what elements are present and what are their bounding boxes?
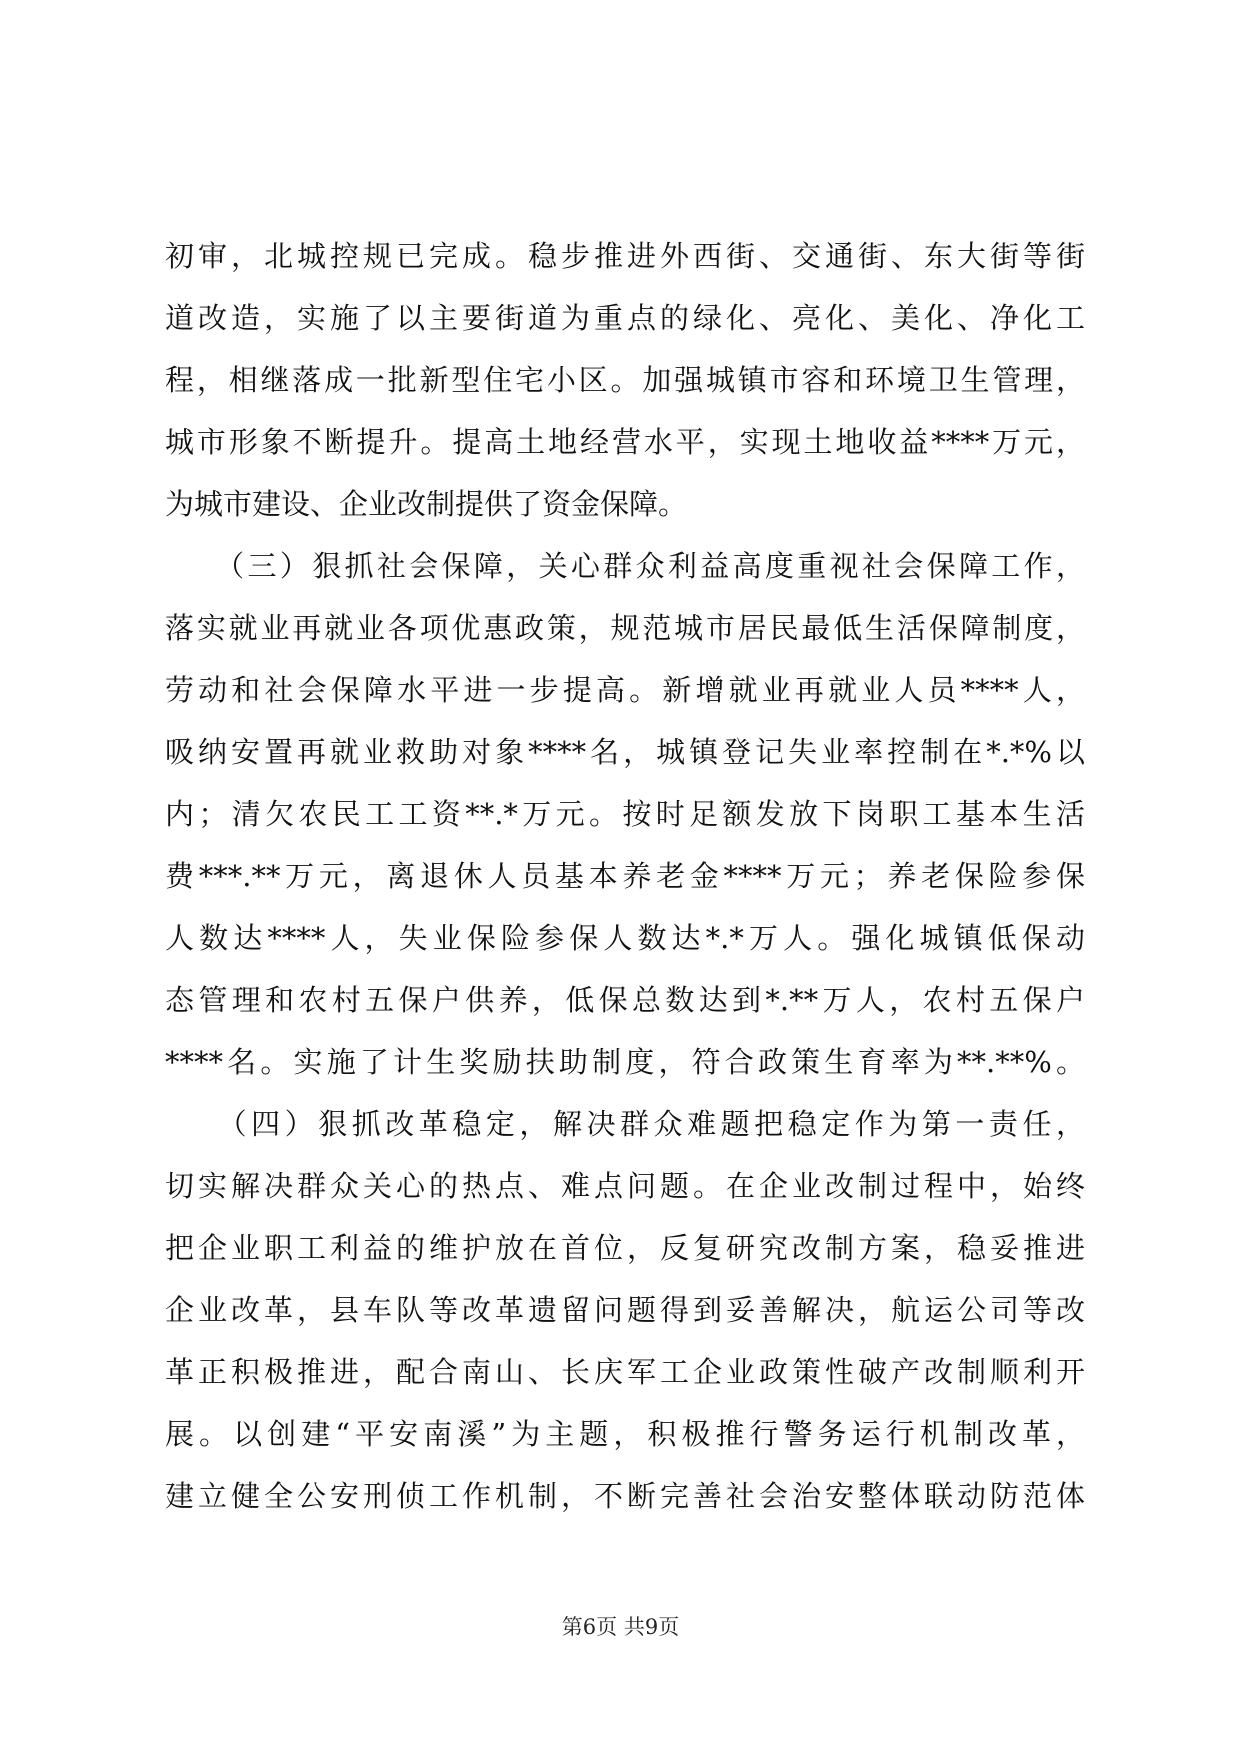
text-line: 初审，北城控规已完成。稳步推进外西街、交通街、东大街等街 [165,239,1085,273]
text-line: 程，相继落成一批新型住宅小区。加强城镇市容和环境卫生管理， [165,363,1085,397]
page-number-footer: 第6页 共9页 [561,1615,680,1639]
text-line: 为城市建设、企业改制提供了资金保障。 [165,487,688,521]
text-line: 内；清欠农民工工资**.*万元。按时足额发放下岗职工基本生活 [165,797,1085,831]
text-line: 展。以创建“平安南溪”为主题，积极推行警务运行机制改革， [165,1417,1085,1451]
text-line: ****名。实施了计生奖励扶助制度，符合政策生育率为**.**%。 [165,1045,1085,1079]
text-line: 建立健全公安刑侦工作机制，不断完善社会治安整体联动防范体 [165,1479,1085,1513]
text-line: 劳动和社会保障水平进一步提高。新增就业再就业人员****人， [165,673,1085,707]
text-line: 切实解决群众关心的热点、难点问题。在企业改制过程中，始终 [165,1169,1085,1203]
section-heading-line: （三）狠抓社会保障，关心群众利益高度重视社会保障工作， [165,549,1085,583]
text-line: 吸纳安置再就业救助对象****名，城镇登记失业率控制在*.*%以 [165,735,1085,769]
text-line: 城市形象不断提升。提高土地经营水平，实现土地收益****万元， [165,425,1085,459]
text-line: 把企业职工利益的维护放在首位，反复研究改制方案，稳妥推进 [165,1231,1085,1265]
text-line: 道改造，实施了以主要街道为重点的绿化、亮化、美化、净化工 [165,301,1085,335]
text-line: 落实就业再就业各项优惠政策，规范城市居民最低生活保障制度， [165,611,1085,645]
document-body [165,225,1085,1527]
text-line: 态管理和农村五保户供养，低保总数达到*.**万人，农村五保户 [165,983,1085,1017]
section-heading-line: （四）狠抓改革稳定，解决群众难题把稳定作为第一责任， [165,1107,1085,1141]
text-line: 革正积极推进，配合南山、长庆军工企业政策性破产改制顺利开 [165,1355,1085,1389]
text-line: 费***.**万元，离退休人员基本养老金****万元；养老保险参保 [165,859,1085,893]
text-line: 企业改革，县车队等改革遗留问题得到妥善解决，航运公司等改 [165,1293,1085,1327]
text-line: 人数达****人，失业保险参保人数达*.*万人。强化城镇低保动 [165,921,1085,955]
